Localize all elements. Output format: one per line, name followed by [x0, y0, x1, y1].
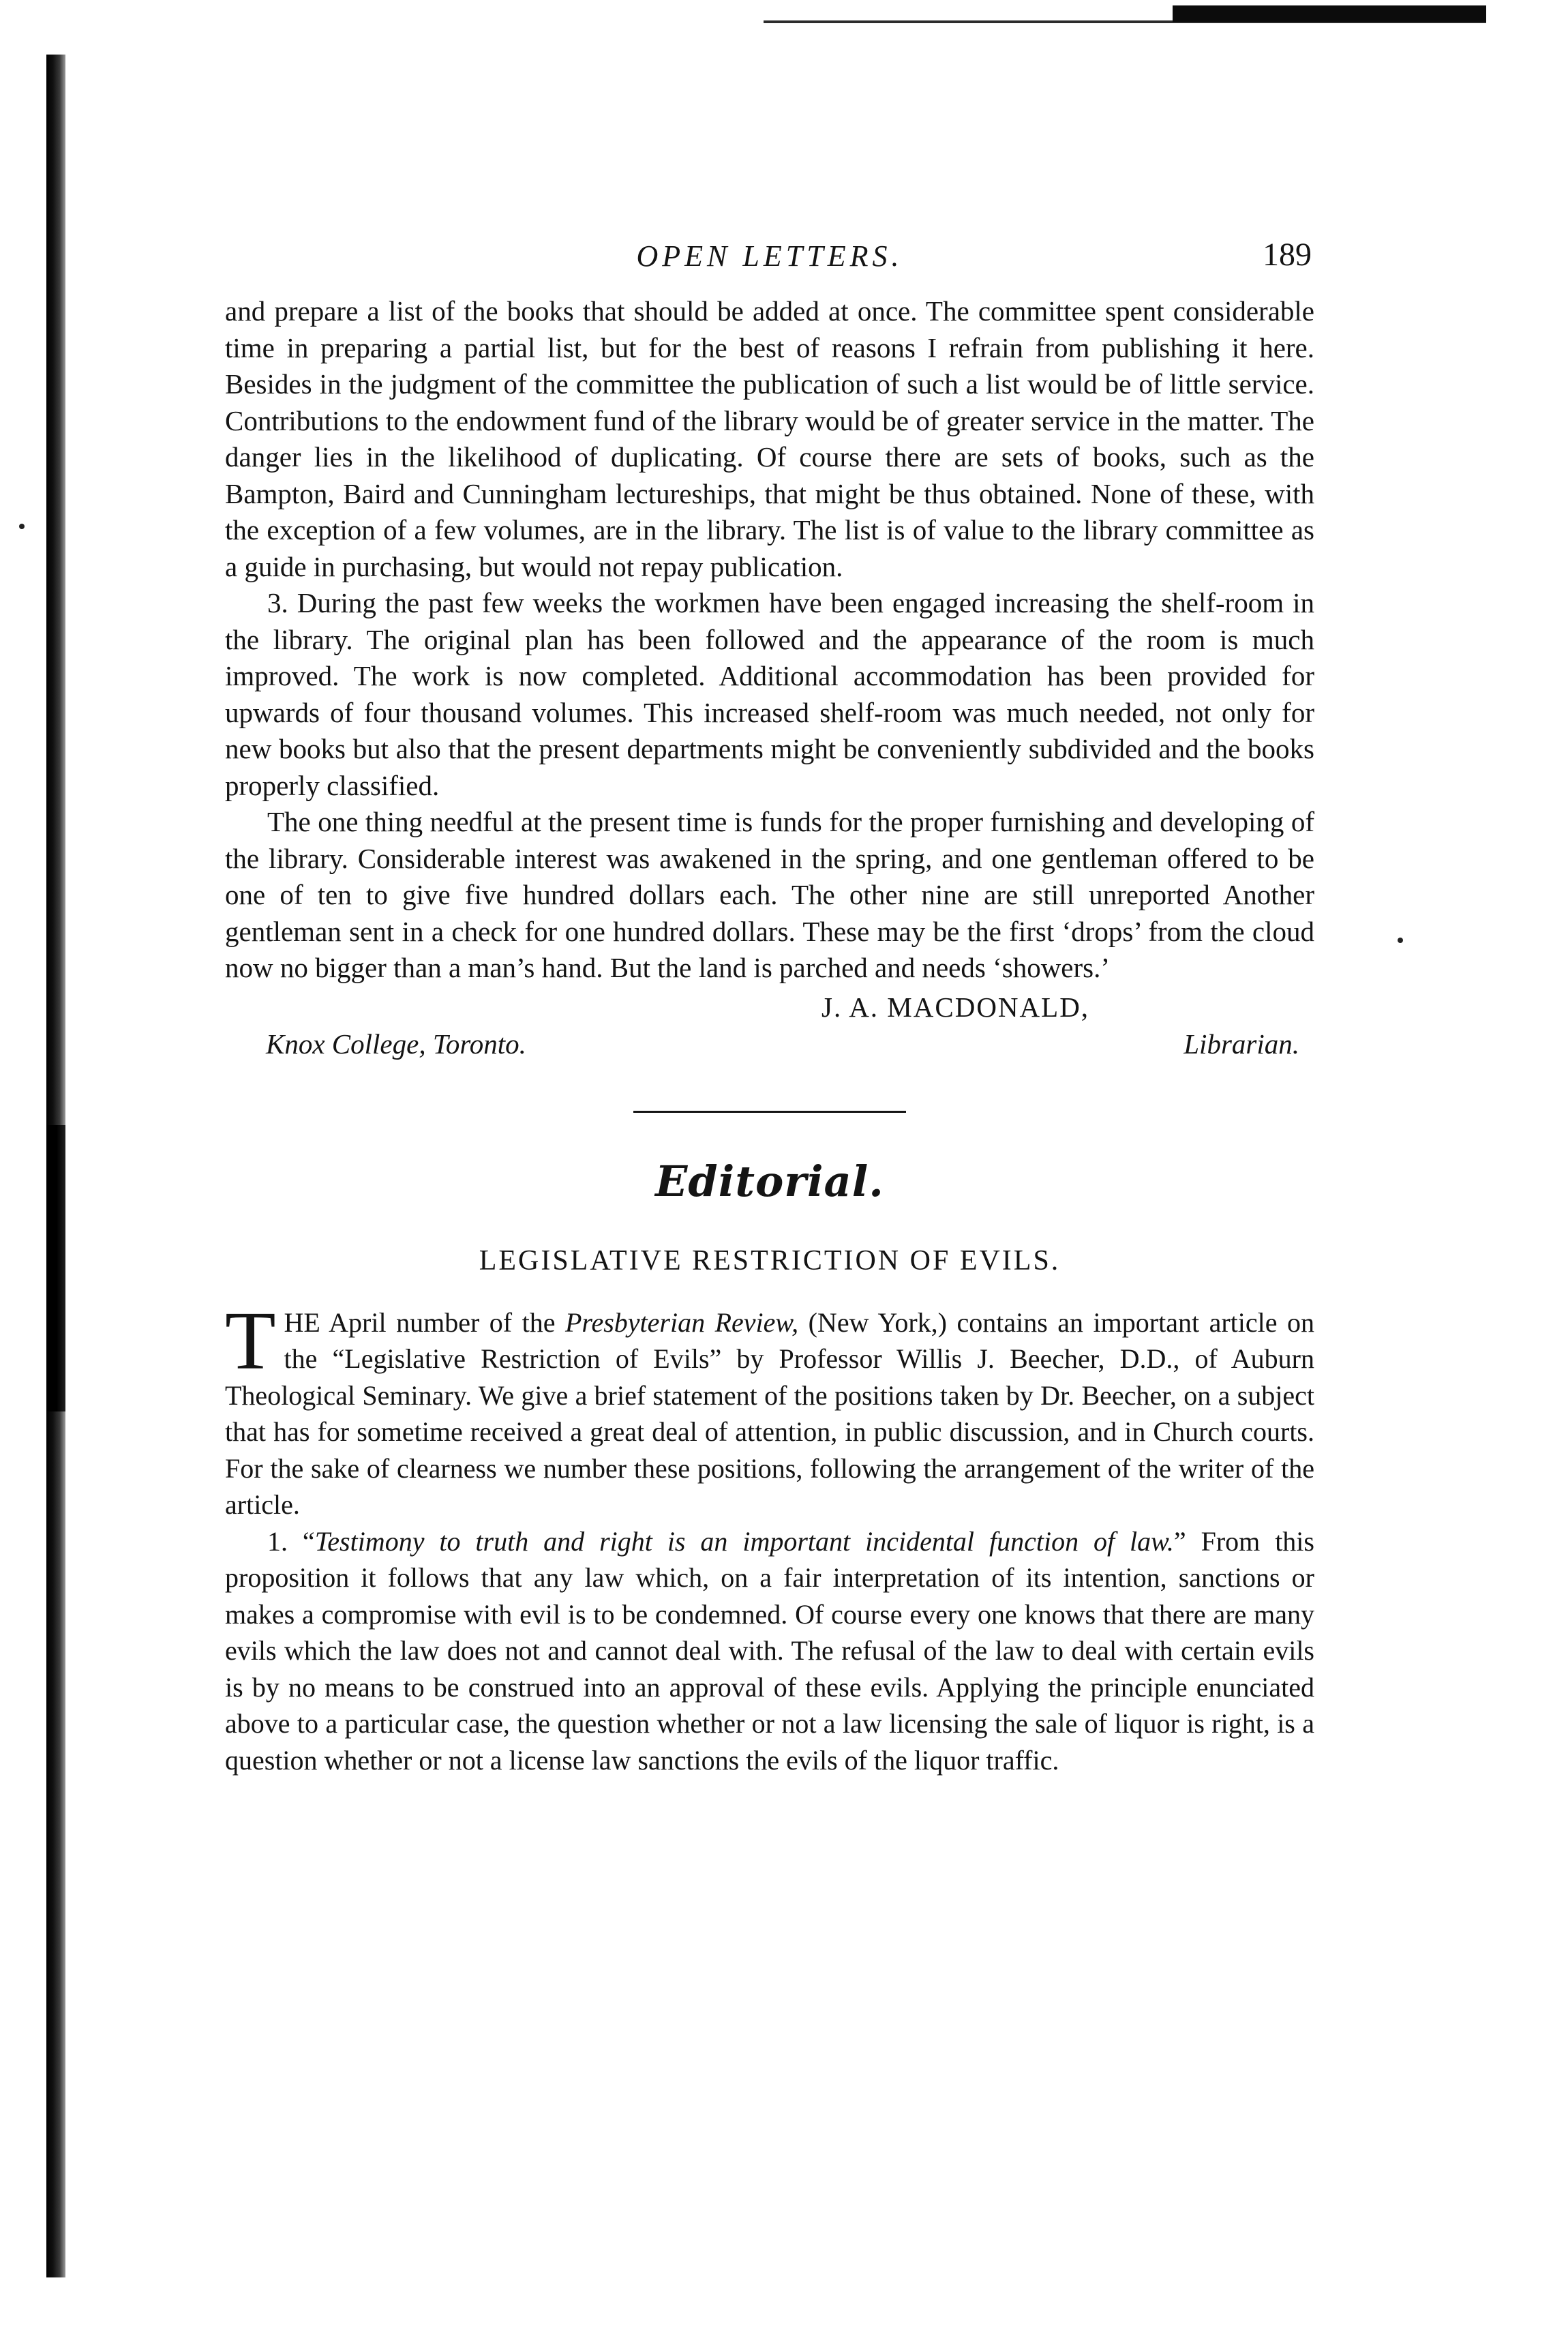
- journal-title: Presbyterian Review,: [564, 1306, 799, 1338]
- scan-speck: [1398, 938, 1403, 943]
- letter-paragraph-1: and prepare a list of the books that should be added at once. The committee spent considerable time in preparing a partial list, but for the best of reasons I refrain from publishing it here. Besides in the judgment of the committee the publication of such a list would be of little service. Contributions to the endowment fund of the library would be of greater service in the matter. The danger lies in the likelihood of duplicating. Of course there are sets of books, such as the Bampton, Baird and Cunningham lectureships, that might be thus obtained. None of these, with the exception of a few volumes, are in the library. The list is of value to the library committee as a guide in purchasing, but would not repay publication.: [225, 295, 1314, 582]
- scan-top-rule-heavy: [1173, 5, 1486, 22]
- editorial-p1-lead: HE April number of the: [284, 1306, 565, 1338]
- scan-speck: [19, 524, 25, 529]
- section-heading: Editorial.: [655, 1156, 884, 1206]
- signature-title: Librarian.: [1183, 1028, 1299, 1060]
- letter-paragraph-2: 3. During the past few weeks the workmen have been engaged increasing the shelf-room in the library. The original plan has been followed and the appearance of the room is much improved. The work is now completed. Additional accommodation has been provided for upwards of four thousand volumes. This increased shelf-room was much needed, not only for new books but also that the present departments might be conveniently subdivided and the books properly classified.: [225, 587, 1314, 801]
- editorial-paragraph-2: [225, 1523, 1314, 1779]
- signature-name: J. A. MACDONALD,: [821, 991, 1090, 1023]
- letter-paragraph-3: The one thing needful at the present time is funds for the proper furnishing and developing of the library. Considerable interest was awakened in the spring, and one gentleman offered to be one of ten to give five hundred dollars each. The other nine are still unreported Another gentleman sent in a check for one hundred dollars. These may be the first ‘drops’ from the cloud now no bigger than a man’s hand. But the land is parched and needs ‘showers.’: [225, 806, 1314, 983]
- point-quote: Testimony to truth and right is an important incidental function of law.: [314, 1525, 1174, 1557]
- section-divider: [633, 1111, 906, 1113]
- signature-place: Knox College, Toronto.: [266, 1028, 526, 1060]
- editorial-paragraph-1: [225, 1294, 1314, 1523]
- page: [225, 239, 1314, 1778]
- signature-block: [225, 991, 1314, 1066]
- running-head: [225, 239, 1314, 293]
- editorial-p1-rest: (New York,) contains an important article on the “Legislative Restriction of Evils” by Professor Willis J. Beecher, D.D., of Auburn Theological Seminary. We give a brief statement of the positions taken by Dr. Beecher, on a subject that has for sometime received a great deal of attention, in public discussion, and in Church courts. For the sake of clearness we number these positions, following the arrangement of the writer of the article.: [225, 1306, 1314, 1520]
- article-title: LEGISLATIVE RESTRICTION OF EVILS.: [479, 1244, 1061, 1276]
- running-title: OPEN LETTERS.: [636, 239, 903, 273]
- page-number: 189: [1263, 237, 1312, 273]
- scan-binding-edge-dark: [46, 1125, 65, 1411]
- point-body: ” From this proposition it follows that any law which, on a fair interpretation of its intention, sanctions or makes a compromise with evil is to be condemned. Of course every one knows that there are many evils which the law does not and cannot deal with. The refusal of the law to deal with certain evils is by no means to be construed into an approval of these evils. Applying the principle enunciated above to a particular case, the question whether or not a law licensing the sale of liquor is right, is a question whether or not a license law sanctions the evils of the liquor traffic.: [225, 1525, 1314, 1776]
- point-number: 1. “: [267, 1525, 315, 1557]
- drop-cap: T: [225, 1294, 276, 1387]
